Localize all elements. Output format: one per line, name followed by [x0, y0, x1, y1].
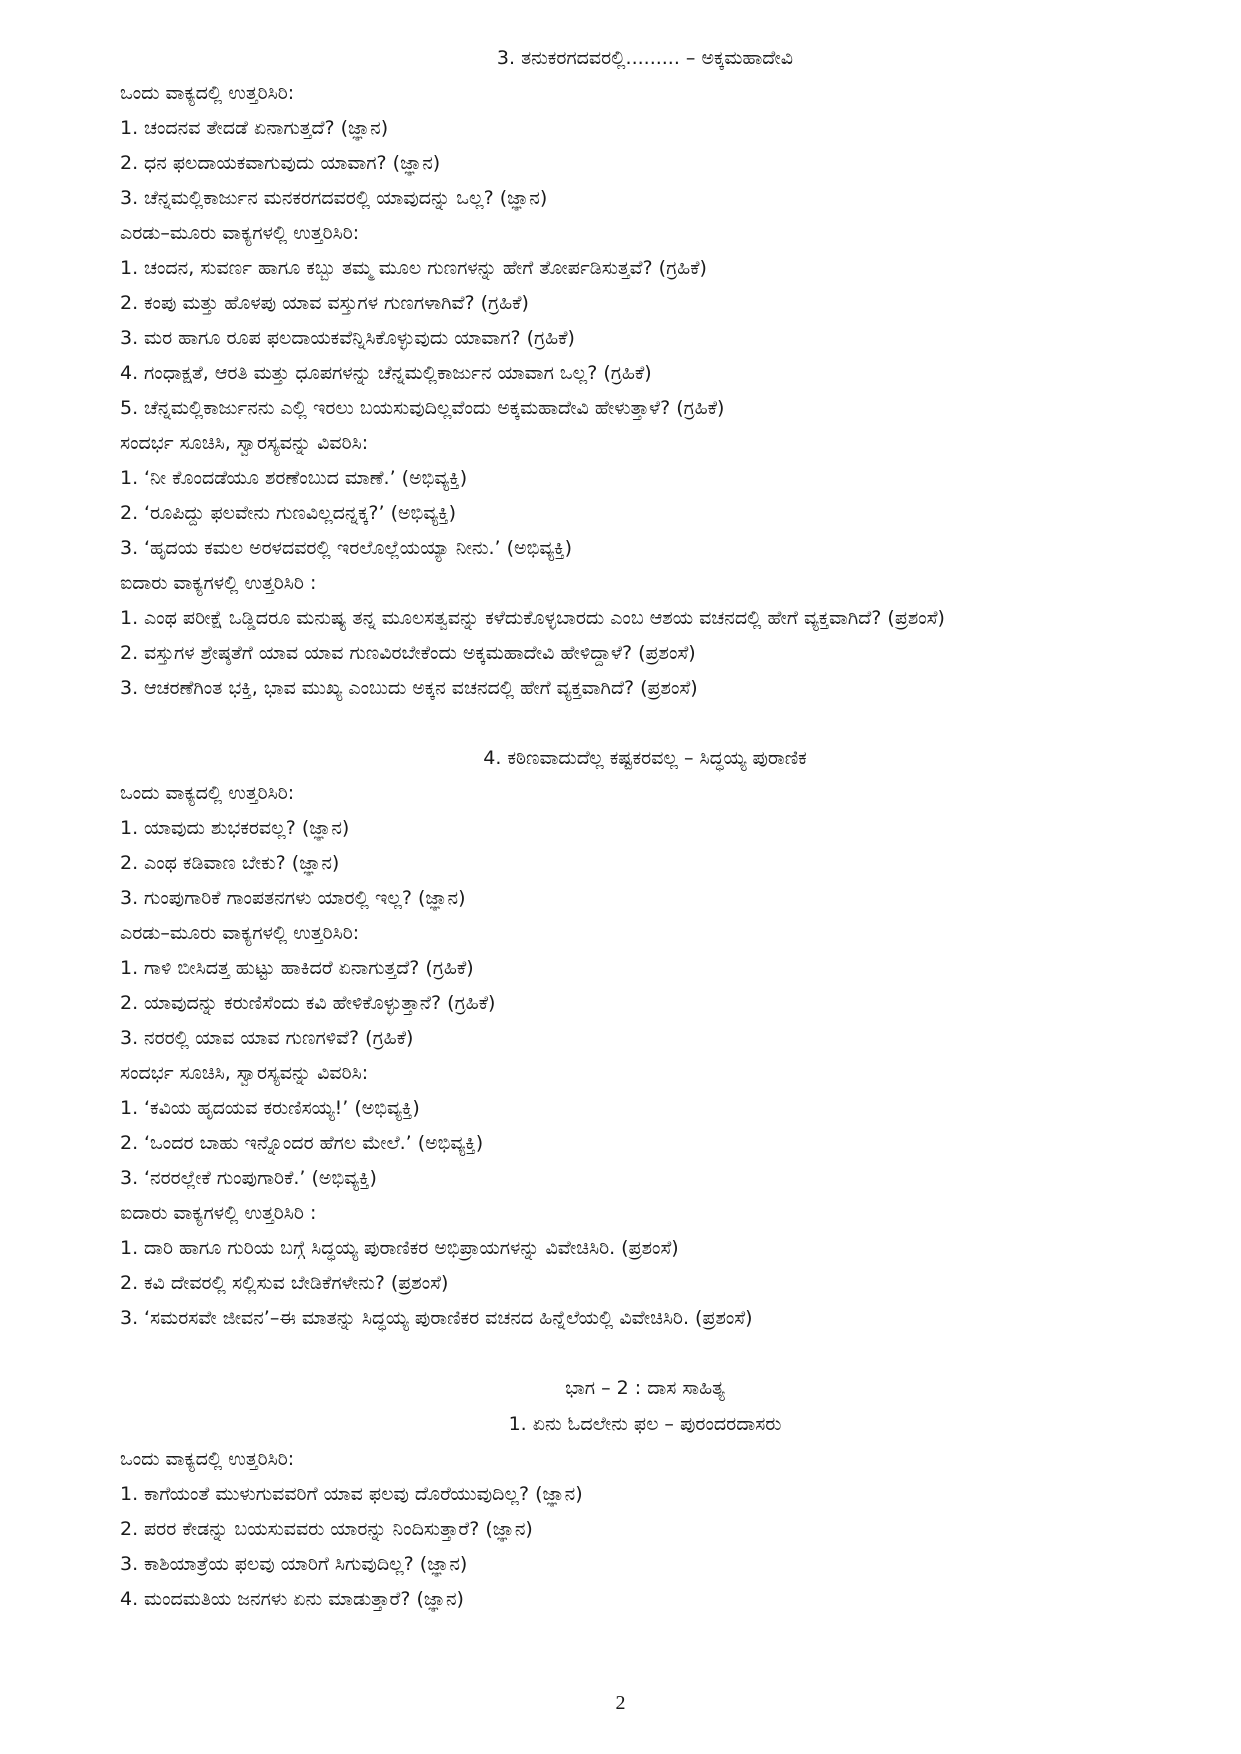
question-number: 1.	[120, 957, 139, 979]
question-item	[120, 1091, 1170, 1126]
question-group-heading: ಒಂದು ವಾಕ್ಯದಲ್ಲಿ ಉತ್ತರಿಸಿರಿ:	[120, 782, 295, 804]
question-number: 3.	[120, 887, 139, 909]
question-group-heading: ಸಂದರ್ಭ ಸೂಚಿಸಿ, ಸ್ವಾರಸ್ಯವನ್ನು ವಿವರಿಸಿ:	[120, 432, 369, 454]
question-group-heading: ಒಂದು ವಾಕ್ಯದಲ್ಲಿ ಉತ್ತರಿಸಿರಿ:	[120, 1448, 295, 1470]
question-text: ‘ಸಮರಸವೇ ಜೀವನ’–ಈ ಮಾತನ್ನು ಸಿದ್ಧಯ್ಯ ಪುರಾಣಿಕರ ವಚನದ ಹಿನ್ನೆಲೆಯಲ್ಲಿ ವಿವೇಚಿಸಿರಿ. (ಪ್ರಶಂಸೆ)	[144, 1307, 753, 1329]
section-spacer	[120, 1336, 1170, 1370]
question-item	[120, 1512, 1170, 1547]
question-text: ಕವಿ ದೇವರಲ್ಲಿ ಸಲ್ಲಿಸುವ ಬೇಡಿಕೆಗಳೇನು? (ಪ್ರಶಂಸೆ)	[144, 1272, 449, 1294]
question-text: ಗಾಳಿ ಬೀಸಿದತ್ತ ಹುಟ್ಟು ಹಾಕಿದರೆ ಏನಾಗುತ್ತದೆ? (ಗ್ರಹಿಕೆ)	[144, 957, 474, 979]
question-text: ‘ಕವಿಯ ಹೃದಯವ ಕರುಣಿಸಯ್ಯ!’ (ಅಭಿವ್ಯಕ್ತಿ)	[144, 1097, 420, 1119]
question-item	[120, 321, 1170, 356]
question-item	[120, 1161, 1170, 1196]
question-number: 2.	[120, 1518, 139, 1540]
question-text: ಧನ ಫಲದಾಯಕವಾಗುವುದು ಯಾವಾಗ? (ಜ್ಞಾನ)	[144, 152, 441, 174]
question-item	[120, 111, 1170, 146]
question-item	[120, 1301, 1170, 1336]
section-title: 4. ಕಠಿಣವಾದುದೆಲ್ಲ ಕಷ್ಟಕರವಲ್ಲ – ಸಿದ್ಧಯ್ಯ ಪುರಾಣಿಕ	[483, 747, 807, 769]
question-number: 3.	[120, 677, 139, 699]
question-number: 3.	[120, 1027, 139, 1049]
question-number: 1.	[120, 817, 139, 839]
section-title: ಭಾಗ – 2 : ದಾಸ ಸಾಹಿತ್ಯ	[565, 1377, 725, 1399]
question-group-heading: ಐದಾರು ವಾಕ್ಯಗಳಲ್ಲಿ ಉತ್ತರಿಸಿರಿ :	[120, 572, 317, 594]
question-number: 1.	[120, 1483, 139, 1505]
question-number: 1.	[120, 1237, 139, 1259]
question-item	[120, 1021, 1170, 1056]
question-item	[120, 881, 1170, 916]
question-number: 2.	[120, 1132, 139, 1154]
question-number: 5.	[120, 397, 139, 419]
question-text: ಕಂಪು ಮತ್ತು ಹೊಳಪು ಯಾವ ವಸ್ತುಗಳ ಗುಣಗಳಾಗಿವೆ? (ಗ್ರಹಿಕೆ)	[144, 292, 529, 314]
question-item	[120, 146, 1170, 181]
question-number: 2.	[120, 1272, 139, 1294]
question-group-heading: ಒಂದು ವಾಕ್ಯದಲ್ಲಿ ಉತ್ತರಿಸಿರಿ:	[120, 82, 295, 104]
question-number: 3.	[120, 327, 139, 349]
question-number: 4.	[120, 1588, 139, 1610]
question-item	[120, 391, 1170, 426]
question-number: 2.	[120, 502, 139, 524]
question-item	[120, 846, 1170, 881]
question-item	[120, 356, 1170, 391]
question-text: ಚೆನ್ನಮಲ್ಲಿಕಾರ್ಜುನನು ಎಲ್ಲಿ ಇರಲು ಬಯಸುವುದಿಲ್ಲವೆಂದು ಅಕ್ಕಮಹಾದೇವಿ ಹೇಳುತ್ತಾಳೆ? (ಗ್ರಹಿಕೆ)	[144, 397, 725, 419]
question-text: ಗಂಧಾಕ್ಷತೆ, ಆರತಿ ಮತ್ತು ಧೂಪಗಳನ್ನು ಚೆನ್ನಮಲ್ಲಿಕಾರ್ಜುನ ಯಾವಾಗ ಒಲ್ಲ? (ಗ್ರಹಿಕೆ)	[144, 362, 652, 384]
question-number: 1.	[120, 467, 139, 489]
question-text: ‘ರೂಪಿದ್ದು ಫಲವೇನು ಗುಣವಿಲ್ಲದನ್ನಕ್ಕ?’ (ಅಭಿವ್ಯಕ್ತಿ)	[144, 502, 457, 524]
section-spacer	[120, 706, 1170, 740]
question-item	[120, 1231, 1170, 1266]
question-number: 1.	[120, 1097, 139, 1119]
section-title: 1. ಏನು ಓದಲೇನು ಫಲ – ಪುರಂದರದಾಸರು	[508, 1413, 782, 1435]
document-body	[120, 40, 1170, 1617]
question-text: ಎಂಥ ಕಡಿವಾಣ ಬೇಕು? (ಜ್ಞಾನ)	[144, 852, 340, 874]
question-text: ಮಂದಮತಿಯ ಜನಗಳು ಏನು ಮಾಡುತ್ತಾರೆ? (ಜ್ಞಾನ)	[144, 1588, 464, 1610]
question-number: 1.	[120, 607, 139, 629]
question-number: 4.	[120, 362, 139, 384]
question-item	[120, 1582, 1170, 1617]
question-number: 3.	[120, 1553, 139, 1575]
question-text: ಚಂದನ, ಸುವರ್ಣ ಹಾಗೂ ಕಬ್ಬು ತಮ್ಮ ಮೂಲ ಗುಣಗಳನ್ನು ಹೇಗೆ ತೋರ್ಪಡಿಸುತ್ತವೆ? (ಗ್ರಹಿಕೆ)	[144, 257, 707, 279]
question-text: ಎಂಥ ಪರೀಕ್ಷೆ ಒಡ್ಡಿದರೂ ಮನುಷ್ಯ ತನ್ನ ಮೂಲಸತ್ವವನ್ನು ಕಳೆದುಕೊಳ್ಳಬಾರದು ಎಂಬ ಆಶಯ ವಚನದಲ್ಲಿ ಹೇಗೆ ವ್ಯಕ್ತವಾಗಿದೆ? (ಪ್ರಶಂಸೆ)	[144, 607, 945, 629]
question-text: ‘ನರರಲ್ಲೇಕೆ ಗುಂಪುಗಾರಿಕೆ.’ (ಅಭಿವ್ಯಕ್ತಿ)	[144, 1167, 377, 1189]
question-text: ಯಾವುದನ್ನು ಕರುಣಿಸೆಂದು ಕವಿ ಹೇಳಿಕೊಳ್ಳುತ್ತಾನೆ? (ಗ್ರಹಿಕೆ)	[144, 992, 496, 1014]
question-text: ಪರರ ಕೇಡನ್ನು ಬಯಸುವವರು ಯಾರನ್ನು ನಿಂದಿಸುತ್ತಾರೆ? (ಜ್ಞಾನ)	[144, 1518, 533, 1540]
question-text: ಕಾಗೆಯಂತೆ ಮುಳುಗುವವರಿಗೆ ಯಾವ ಫಲವು ದೊರೆಯುವುದಿಲ್ಲ? (ಜ್ಞಾನ)	[144, 1483, 583, 1505]
question-number: 2.	[120, 852, 139, 874]
question-item	[120, 811, 1170, 846]
question-item	[120, 1547, 1170, 1582]
section-title: 3. ತನುಕರಗದವರಲ್ಲಿ......... – ಅಕ್ಕಮಹಾದೇವಿ	[496, 47, 794, 69]
question-text: ವಸ್ತುಗಳ ಶ್ರೇಷ್ಠತೆಗೆ ಯಾವ ಯಾವ ಗುಣವಿರಬೇಕೆಂದು ಅಕ್ಕಮಹಾದೇವಿ ಹೇಳಿದ್ದಾಳೆ? (ಪ್ರಶಂಸೆ)	[144, 642, 696, 664]
question-item	[120, 671, 1170, 706]
page-number: 2	[615, 1692, 626, 1714]
question-number: 2.	[120, 642, 139, 664]
question-number: 3.	[120, 1167, 139, 1189]
question-text: ಯಾವುದು ಶುಭಕರವಲ್ಲ? (ಜ್ಞಾನ)	[144, 817, 350, 839]
question-item	[120, 1477, 1170, 1512]
question-text: ಕಾಶಿಯಾತ್ರೆಯ ಫಲವು ಯಾರಿಗೆ ಸಿಗುವುದಿಲ್ಲ? (ಜ್ಞಾನ)	[144, 1553, 468, 1575]
question-item	[120, 461, 1170, 496]
question-item	[120, 1126, 1170, 1161]
question-number: 3.	[120, 1307, 139, 1329]
question-item	[120, 636, 1170, 671]
question-text: ಗುಂಪುಗಾರಿಕೆ ಗಾಂಪತನಗಳು ಯಾರಲ್ಲಿ ಇಲ್ಲ? (ಜ್ಞಾನ)	[144, 887, 466, 909]
question-text: ಚಂದನವ ತೇದಡೆ ಏನಾಗುತ್ತದೆ? (ಜ್ಞಾನ)	[144, 117, 389, 139]
question-item	[120, 1266, 1170, 1301]
question-item	[120, 986, 1170, 1021]
question-item	[120, 251, 1170, 286]
question-number: 2.	[120, 992, 139, 1014]
question-text: ಚೆನ್ನಮಲ್ಲಿಕಾರ್ಜುನ ಮನಕರಗದವರಲ್ಲಿ ಯಾವುದನ್ನು ಒಲ್ಲ? (ಜ್ಞಾನ)	[144, 187, 548, 209]
question-text: ‘ನೀ ಕೊಂದಡೆಯೂ ಶರಣೆಂಬುದ ಮಾಣೆ.’ (ಅಭಿವ್ಯಕ್ತಿ)	[144, 467, 468, 489]
question-text: ಆಚರಣೆಗಿಂತ ಭಕ್ತಿ, ಭಾವ ಮುಖ್ಯ ಎಂಬುದು ಅಕ್ಕನ ವಚನದಲ್ಲಿ ಹೇಗೆ ವ್ಯಕ್ತವಾಗಿದೆ? (ಪ್ರಶಂಸೆ)	[144, 677, 698, 699]
question-group-heading: ಎರಡು–ಮೂರು ವಾಕ್ಯಗಳಲ್ಲಿ ಉತ್ತರಿಸಿರಿ:	[120, 922, 360, 944]
question-text: ನರರಲ್ಲಿ ಯಾವ ಯಾವ ಗುಣಗಳಿವೆ? (ಗ್ರಹಿಕೆ)	[144, 1027, 414, 1049]
question-number: 1.	[120, 257, 139, 279]
question-text: ಮರ ಹಾಗೂ ರೂಪ ಫಲದಾಯಕವೆನ್ನಿಸಿಕೊಳ್ಳುವುದು ಯಾವಾಗ? (ಗ್ರಹಿಕೆ)	[144, 327, 575, 349]
question-group-heading: ಎರಡು–ಮೂರು ವಾಕ್ಯಗಳಲ್ಲಿ ಉತ್ತರಿಸಿರಿ:	[120, 222, 360, 244]
question-group-heading: ಐದಾರು ವಾಕ್ಯಗಳಲ್ಲಿ ಉತ್ತರಿಸಿರಿ :	[120, 1202, 317, 1224]
question-item	[120, 951, 1170, 986]
question-item	[120, 601, 1170, 636]
question-group-heading: ಸಂದರ್ಭ ಸೂಚಿಸಿ, ಸ್ವಾರಸ್ಯವನ್ನು ವಿವರಿಸಿ:	[120, 1062, 369, 1084]
question-number: 1.	[120, 117, 139, 139]
question-item	[120, 531, 1170, 566]
question-number: 3.	[120, 537, 139, 559]
question-item	[120, 496, 1170, 531]
question-text: ‘ಹೃದಯ ಕಮಲ ಅರಳದವರಲ್ಲಿ ಇರಲೊಲ್ಲೆಯಯ್ಯಾ ನೀನು.’ (ಅಭಿವ್ಯಕ್ತಿ)	[144, 537, 573, 559]
question-number: 2.	[120, 152, 139, 174]
question-item	[120, 286, 1170, 321]
question-number: 2.	[120, 292, 139, 314]
question-item	[120, 181, 1170, 216]
question-number: 3.	[120, 187, 139, 209]
question-text: ದಾರಿ ಹಾಗೂ ಗುರಿಯ ಬಗ್ಗೆ ಸಿದ್ಧಯ್ಯ ಪುರಾಣಿಕರ ಅಭಿಪ್ರಾಯಗಳನ್ನು ವಿವೇಚಿಸಿರಿ. (ಪ್ರಶಂಸೆ)	[144, 1237, 679, 1259]
question-text: ‘ಒಂದರ ಬಾಹು ಇನ್ನೊಂದರ ಹೆಗಲ ಮೇಲೆ.’ (ಅಭಿವ್ಯಕ್ತಿ)	[144, 1132, 484, 1154]
